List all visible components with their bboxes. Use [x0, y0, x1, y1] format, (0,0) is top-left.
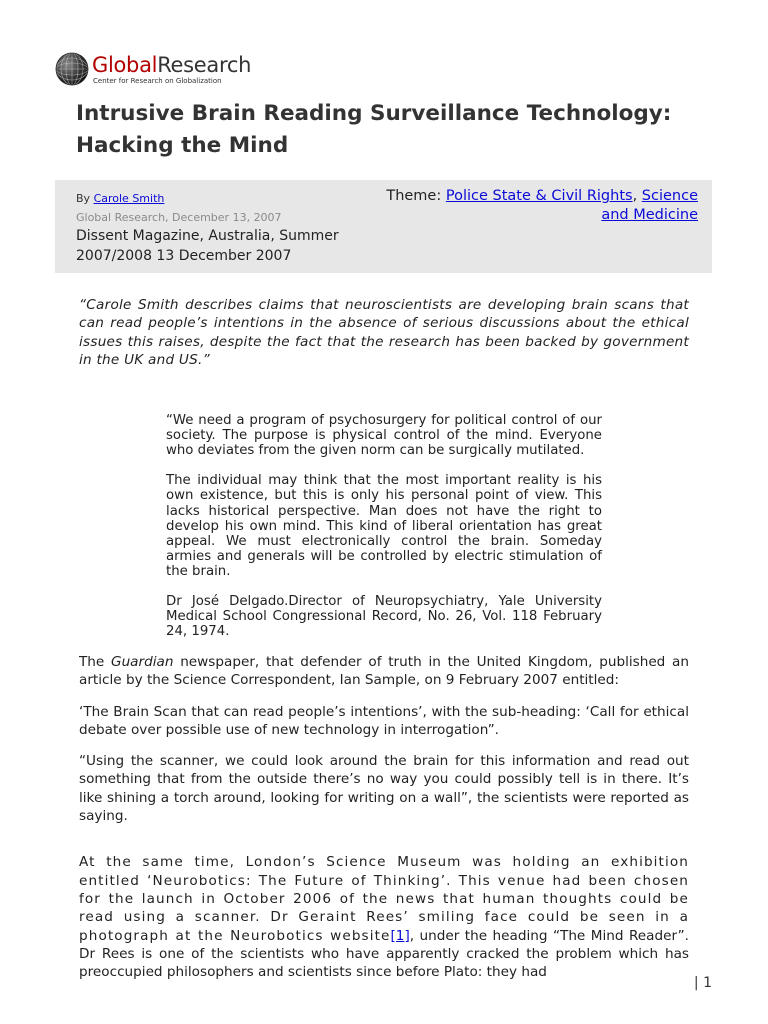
logo-text: [92, 53, 251, 86]
theme-link-police-state[interactable]: Police State & Civil Rights: [445, 188, 633, 204]
publication-date: Global Research, December 13, 2007: [76, 211, 282, 224]
p4-after: , under the heading “The Mind Reader”. Dr Rees is one of the scientists who have apparently cracked the problem which has preoccupied philosophers and scientists since before Plato: they had: [79, 927, 689, 981]
body-paragraph-4: [79, 853, 689, 981]
byline: [76, 192, 366, 206]
globe-icon: [55, 52, 89, 86]
blockquote-attribution: Dr José Delgado.Director of Neuropsychiatry, Yale University Medical School Congressional Record, No. 26, Vol. 118 February 24, 1974.: [166, 594, 602, 640]
theme-separator: ,: [632, 188, 642, 204]
logo-name: [92, 53, 251, 77]
article-intro: “Carole Smith describes claims that neuroscientists are developing brain scans that can read people’s intentions in the absence of serious discussions about the ethical issues this raises, despite the fact that the research has been backed by government in the UK and US.”: [79, 297, 689, 368]
article-body: [79, 653, 689, 994]
byline-prefix: By: [76, 192, 94, 205]
body-paragraph-3: “Using the scanner, we could look around the brain for this information and read out something that from the outside there’s no way you could possibly tell is in there. It’s like shining a torch around, looking for writing on a wall”, the scientists were reported as saying.: [79, 753, 689, 825]
p1-emphasis: Guardian: [111, 654, 174, 670]
site-logo[interactable]: [55, 52, 251, 86]
p1-before: The: [79, 654, 112, 670]
logo-name-research: Research: [157, 53, 252, 77]
p1-after: newspaper, that defender of truth in the United Kingdom, published an article by the Science Correspondent, Ian Sample, on 9 February 2007 entitled:: [79, 654, 689, 689]
body-paragraph-2: ‘The Brain Scan that can read people’s intentions’, with the sub-heading: ‘Call for ethical debate over possible use of new technology in interrogation”.: [79, 703, 689, 738]
body-paragraph-1: [79, 653, 689, 690]
blockquote-paragraph-2: The individual may think that the most important reality is his own existence, but this is only his personal point of view. This lacks historical perspective. Man does not have the right to develop his own mind. This kind of liberal orientation has great appeal. We must electronically control the brain. Someday armies and generals will be controlled by electric stimulation of the brain.: [166, 473, 602, 580]
article-title: Intrusive Brain Reading Surveillance Technology: Hacking the Mind: [76, 101, 672, 158]
theme-link-science-medicine[interactable]: Science and Medicine: [601, 188, 698, 223]
footnote-ref-1[interactable]: [1]: [390, 927, 410, 944]
logo-name-global: Global: [92, 53, 158, 77]
blockquote: [166, 413, 602, 654]
theme-prefix: Theme:: [386, 188, 446, 204]
article-meta-box: [55, 180, 712, 273]
theme-line: [378, 187, 698, 225]
p4-before: At the same time, London’s Science Museum was holding an exhibition entitled ‘Neurobotics: The Future of Thinking’. This venue had been chosen for the launch in October 2006 of the news that human thoughts could be read using a scanner. Dr Geraint Rees’ smiling face could be seen in a photograph at the Neurobotics website: [79, 854, 689, 944]
author-link[interactable]: Carole Smith: [93, 192, 165, 205]
blockquote-paragraph-1: “We need a program of psychosurgery for political control of our society. The purpose is physical control of the mind. Everyone who deviates from the given norm can be surgically mutilated.: [166, 413, 602, 459]
source-line: Dissent Magazine, Australia, Summer 2007/2008 13 December 2007: [76, 228, 339, 264]
meta-left: [76, 192, 366, 266]
page-number: | 1: [693, 975, 712, 991]
logo-tagline: Center for Research on Globalization: [93, 77, 222, 85]
